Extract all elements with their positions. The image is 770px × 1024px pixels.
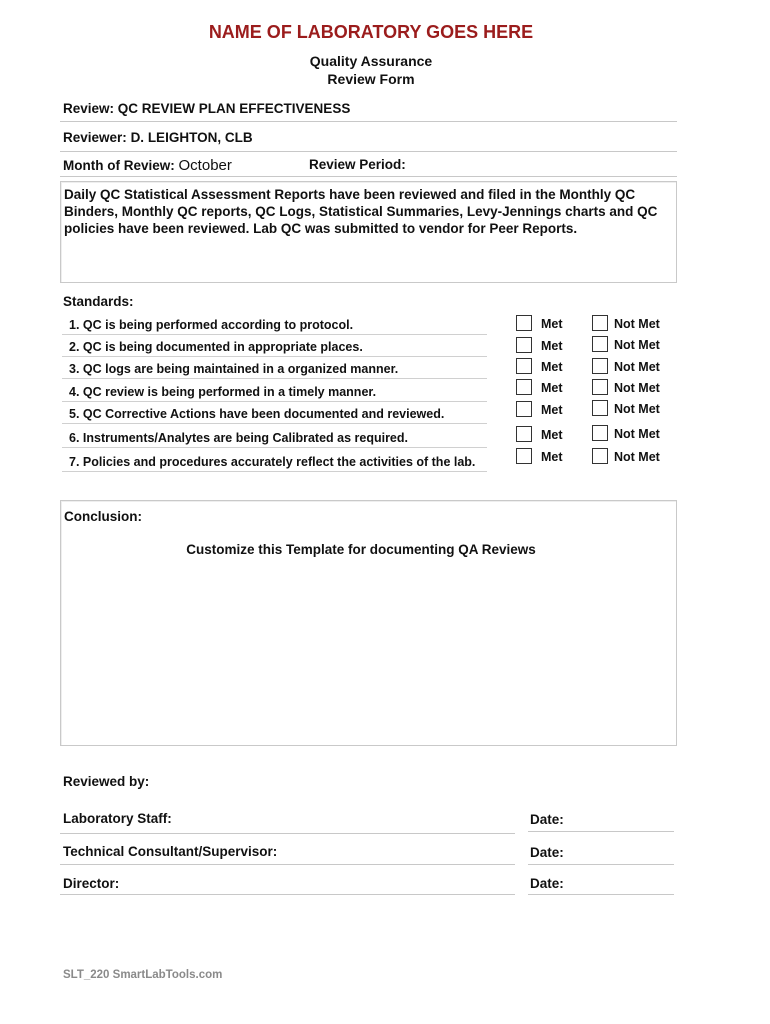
standard-item-4: 4. QC review is being performed in a timely manner. [69,385,377,399]
reviewer-value[interactable]: D. LEIGHTON, CLB [130,130,253,145]
not-met-checkbox-7[interactable] [592,448,608,464]
not-met-label-6: Not Met [614,427,660,441]
not-met-label-5: Not Met [614,402,660,416]
director-signature-line[interactable] [60,894,515,895]
standard-item-2: 2. QC is being documented in appropriate places. [69,340,363,354]
standards-heading: Standards: [63,294,134,309]
reviewed-by-heading: Reviewed by: [63,774,150,789]
technical-consultant-date-label: Date: [530,845,564,860]
not-met-label-2: Not Met [614,338,660,352]
director-date-line[interactable] [528,894,674,895]
reviewer-label: Reviewer: [63,130,127,145]
reviewer-row [63,130,253,145]
laboratory-staff-signature-line[interactable] [60,833,515,834]
technical-consultant-signature-line[interactable] [60,864,515,865]
technical-consultant-label: Technical Consultant/Supervisor: [63,844,278,859]
met-checkbox-2[interactable] [516,337,532,353]
standard-item-underline [62,356,487,357]
met-label-4: Met [541,381,563,395]
form-subtitle-review-form: Review Form [327,71,415,87]
not-met-checkbox-3[interactable] [592,358,608,374]
met-checkbox-4[interactable] [516,379,532,395]
not-met-label-7: Not Met [614,450,660,464]
standard-item-underline [62,423,487,424]
standard-item-underline [62,378,487,379]
conclusion-text: Customize this Template for documenting QA Reviews [186,542,536,557]
technical-consultant-date-line[interactable] [528,864,674,865]
standard-item-underline [62,401,487,402]
standard-item-1: 1. QC is being performed according to protocol. [69,318,354,332]
laboratory-staff-date-label: Date: [530,812,564,827]
laboratory-staff-label: Laboratory Staff: [63,811,172,826]
met-label-5: Met [541,403,563,417]
form-subtitle-quality-assurance: Quality Assurance [309,53,433,69]
laboratory-name: NAME OF LABORATORY GOES HERE [208,22,534,42]
review-label: Review: [63,101,115,116]
conclusion-box[interactable] [60,500,677,746]
director-date-label: Date: [530,876,564,891]
met-checkbox-1[interactable] [516,315,532,331]
reviewer-underline [60,151,677,152]
month-of-review-label: Month of Review: [63,158,175,173]
met-checkbox-7[interactable] [516,448,532,464]
met-checkbox-3[interactable] [516,358,532,374]
standard-item-6: 6. Instruments/Analytes are being Calibrated as required. [69,431,408,445]
met-checkbox-5[interactable] [516,401,532,417]
footer-text: SLT_220 SmartLabTools.com [63,969,223,981]
standard-item-underline [62,447,487,448]
not-met-checkbox-6[interactable] [592,425,608,441]
review-period-label: Review Period: [309,157,406,172]
not-met-label-3: Not Met [614,360,660,374]
not-met-checkbox-5[interactable] [592,400,608,416]
met-label-7: Met [541,450,563,464]
summary-text-box[interactable] [60,181,677,283]
met-label-2: Met [541,339,563,353]
review-value[interactable]: QC REVIEW PLAN EFFECTIVENESS [117,101,351,116]
director-label: Director: [63,876,120,891]
met-label-1: Met [541,317,563,331]
standard-item-underline [62,334,487,335]
month-underline [60,176,677,177]
met-label-3: Met [541,360,563,374]
laboratory-staff-date-line[interactable] [528,831,674,832]
standard-item-3: 3. QC logs are being maintained in a organized manner. [69,362,399,376]
month-of-review-row [63,157,232,174]
review-row [63,101,350,116]
not-met-checkbox-2[interactable] [592,336,608,352]
summary-text: Daily QC Statistical Assessment Reports have been reviewed and filed in the Monthly QC Binders, Monthly QC reports, QC Logs, Statistical Summaries, Levy-Jennings charts and QC policies have been reviewed. Lab QC was submitted to vendor for Peer Reports. [64,187,658,236]
met-label-6: Met [541,428,563,442]
not-met-checkbox-1[interactable] [592,315,608,331]
not-met-label-1: Not Met [614,317,660,331]
month-of-review-value[interactable]: October [178,157,232,174]
conclusion-label: Conclusion: [64,509,142,524]
met-checkbox-6[interactable] [516,426,532,442]
not-met-checkbox-4[interactable] [592,379,608,395]
standard-item-underline [62,471,487,472]
standard-item-5: 5. QC Corrective Actions have been documented and reviewed. [69,407,445,421]
review-underline [60,121,677,122]
standard-item-7: 7. Policies and procedures accurately reflect the activities of the lab. [69,455,476,469]
not-met-label-4: Not Met [614,381,660,395]
